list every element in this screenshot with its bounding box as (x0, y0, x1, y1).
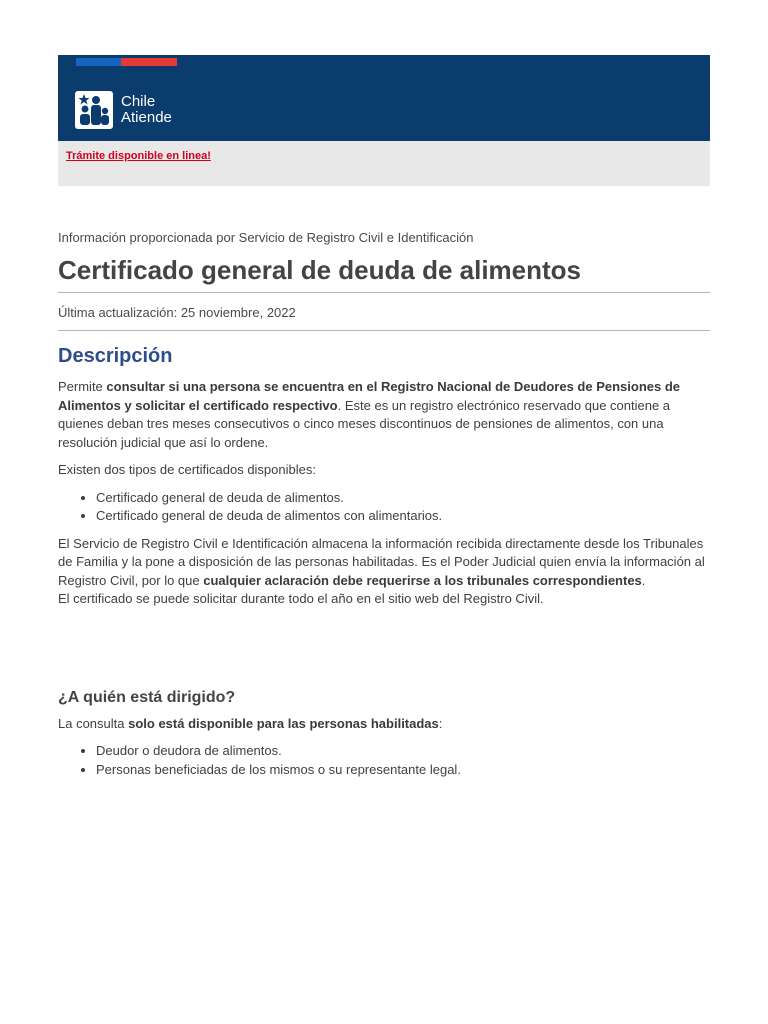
site-header (58, 55, 710, 141)
description-paragraph-3 (58, 535, 710, 591)
flag-stripe-red (121, 58, 177, 66)
family-logo-icon (75, 91, 113, 129)
logo-wordmark (121, 94, 172, 126)
title-divider (58, 292, 710, 293)
online-banner (58, 141, 710, 186)
logo-line-2: Atiende (121, 109, 172, 126)
description-paragraph-2: Existen dos tipos de certificados disponibles: (58, 462, 316, 477)
updated-divider (58, 330, 710, 331)
last-updated: Última actualización: 25 noviembre, 2022 (58, 305, 296, 320)
list-item: • Certificado general de deuda de alimentos con alimentarios. (96, 507, 710, 526)
bold-text: cualquier aclaración debe requerirse a los tribunales correspondientes (203, 572, 642, 588)
list-item: • Deudor o deudora de alimentos. (96, 742, 710, 761)
chileatiende-logo[interactable] (75, 91, 172, 129)
list-item: • Certificado general de deuda de alimentos. (96, 489, 710, 508)
description-paragraph-1 (58, 378, 710, 452)
description-paragraph-4: El certificado se puede solicitar durante todo el año en el sitio web del Registro Civil. (58, 591, 544, 606)
description-section (58, 342, 710, 609)
text-run: : (438, 715, 443, 731)
list-item: • Personas beneficiadas de los mismos o su representante legal. (96, 761, 710, 780)
audience-list (58, 742, 710, 779)
text-run: . (641, 572, 646, 588)
text-run: . Este es un registro electrónico reservado que contiene a quienes deban tres meses consecutivos o cinco meses discontinuos de pensiones de alimentos, con una resolución judicial que así lo ordene. (58, 397, 671, 450)
audience-section (58, 687, 710, 780)
description-heading: Descripción (58, 345, 173, 367)
provider-info: Información proporcionada por Servicio de Registro Civil e Identificación (58, 230, 474, 245)
text-run: Permite (58, 379, 107, 394)
certificate-types-list (58, 489, 710, 526)
text-run: La consulta (58, 715, 129, 731)
text-run: El Servicio de Registro Civil e Identificación almacena la información recibida directamente desde los Tribunales de Familia y la pone a disposición de las personas habilitadas. Es el Poder Judicial quien envía la información al Registro Civil, por lo que (58, 535, 705, 588)
page-title: Certificado general de deuda de alimentos (58, 255, 582, 285)
bold-text: consultar si una persona se encuentra en el Registro Nacional de Deudores de Pensiones de Alimentos y solicitar el certificado respectivo (58, 379, 681, 413)
main-content (58, 342, 710, 788)
audience-paragraph (58, 715, 710, 734)
flag-stripe-blue (76, 58, 121, 66)
online-procedure-link[interactable]: Trámite disponible en linea! (66, 150, 211, 162)
audience-heading: ¿A quién está dirigido? (58, 688, 236, 706)
logo-line-1: Chile (121, 93, 156, 110)
bold-text: solo está disponible para las personas habilitadas (128, 715, 439, 731)
